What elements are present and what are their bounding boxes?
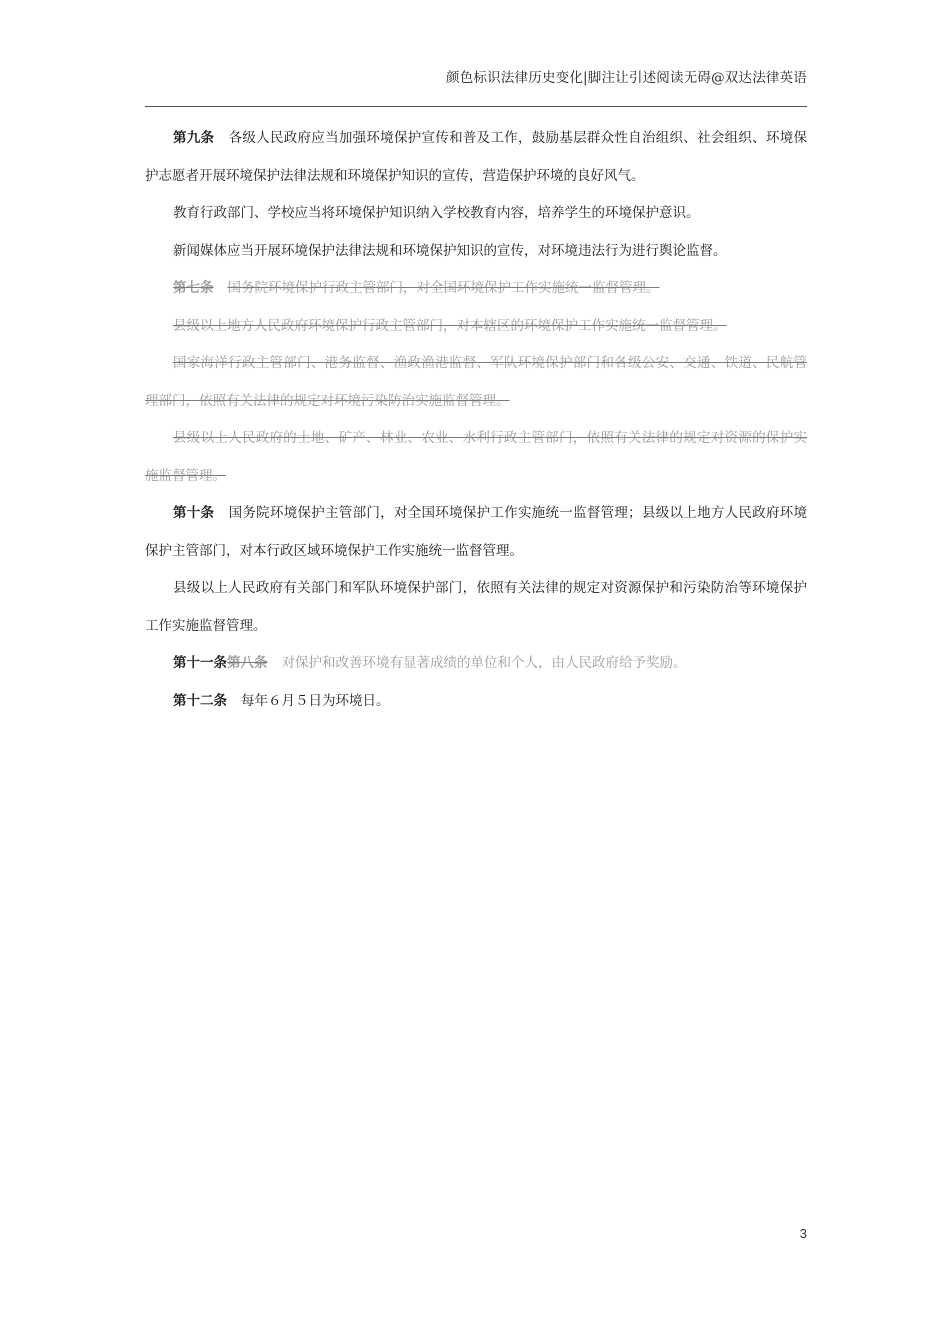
deleted-article-7-paragraph-2 xyxy=(145,308,807,346)
article-9-paragraph-3 xyxy=(145,233,807,271)
article-number: 第九条 xyxy=(173,130,215,146)
header-divider xyxy=(145,106,807,107)
article-10-paragraph-2 xyxy=(145,570,807,645)
paragraph-text: 各级人民政府应当加强环境保护宣传和普及工作，鼓励基层群众性自治组织、社会组织、环境保护志愿者开展环境保护法律法规和环境保护知识的宣传，营造保护环境的良好风气。 xyxy=(145,130,808,184)
deleted-article-7-paragraph-3 xyxy=(145,345,807,420)
deleted-paragraph-text: 县级以上地方人民政府环境保护行政主管部门，对本辖区的环境保护工作实施统一监督管理。 xyxy=(173,317,727,334)
document-body xyxy=(145,120,807,720)
paragraph-text: 县级以上人民政府有关部门和军队环境保护部门，依照有关法律的规定对资源保护和污染防治等环境保护工作实施监督管理。 xyxy=(145,580,807,634)
article-number: 第十条 xyxy=(173,505,215,521)
deleted-paragraph-text: 县级以上人民政府的土地、矿产、林业、农业、水利行政主管部门，依照有关法律的规定对资源的保护实施监督管理。 xyxy=(145,430,807,484)
deleted-article-7-paragraph-4 xyxy=(145,420,807,495)
deleted-old-article-number: 第八条 xyxy=(227,655,268,671)
article-12-paragraph xyxy=(145,683,807,721)
paragraph-text: 对保护和改善环境有显著成绩的单位和个人，由人民政府给予奖励。 xyxy=(281,655,687,671)
paragraph-text: 教育行政部门、学校应当将环境保护知识纳入学校教育内容，培养学生的环境保护意识。 xyxy=(173,205,700,221)
article-11-paragraph xyxy=(145,645,807,683)
article-9-paragraph xyxy=(145,120,807,195)
paragraph-text: 每年６月５日为环境日。 xyxy=(241,692,390,709)
article-9-paragraph-2 xyxy=(145,195,807,233)
deleted-article-7-paragraph xyxy=(145,270,807,308)
deleted-article-number: 第七条 xyxy=(173,280,214,296)
page-number: 3 xyxy=(799,1226,807,1241)
paragraph-text: 新闻媒体应当开展环境保护法律法规和环境保护知识的宣传，对环境违法行为进行舆论监督。 xyxy=(173,242,727,259)
article-10-paragraph xyxy=(145,495,807,570)
deleted-paragraph-text: 国务院环境保护行政主管部门，对全国环境保护工作实施统一监督管理。 xyxy=(227,280,660,296)
paragraph-text: 国务院环境保护主管部门，对全国环境保护工作实施统一监督管理；县级以上地方人民政府环境保护主管部门，对本行政区域环境保护工作实施统一监督管理。 xyxy=(145,505,808,559)
article-number: 第十一条 xyxy=(173,655,227,671)
deleted-paragraph-text: 国家海洋行政主管部门、港务监督、渔政渔港监督、军队环境保护部门和各级公安、交通、铁道、民航管理部门，依照有关法律的规定对环境污染防治实施监督管理。 xyxy=(145,355,807,409)
article-number: 第十二条 xyxy=(173,692,227,709)
page-header: 颜色标识法律历史变化|脚注让引述阅读无碍@双达法律英语 xyxy=(446,70,807,86)
